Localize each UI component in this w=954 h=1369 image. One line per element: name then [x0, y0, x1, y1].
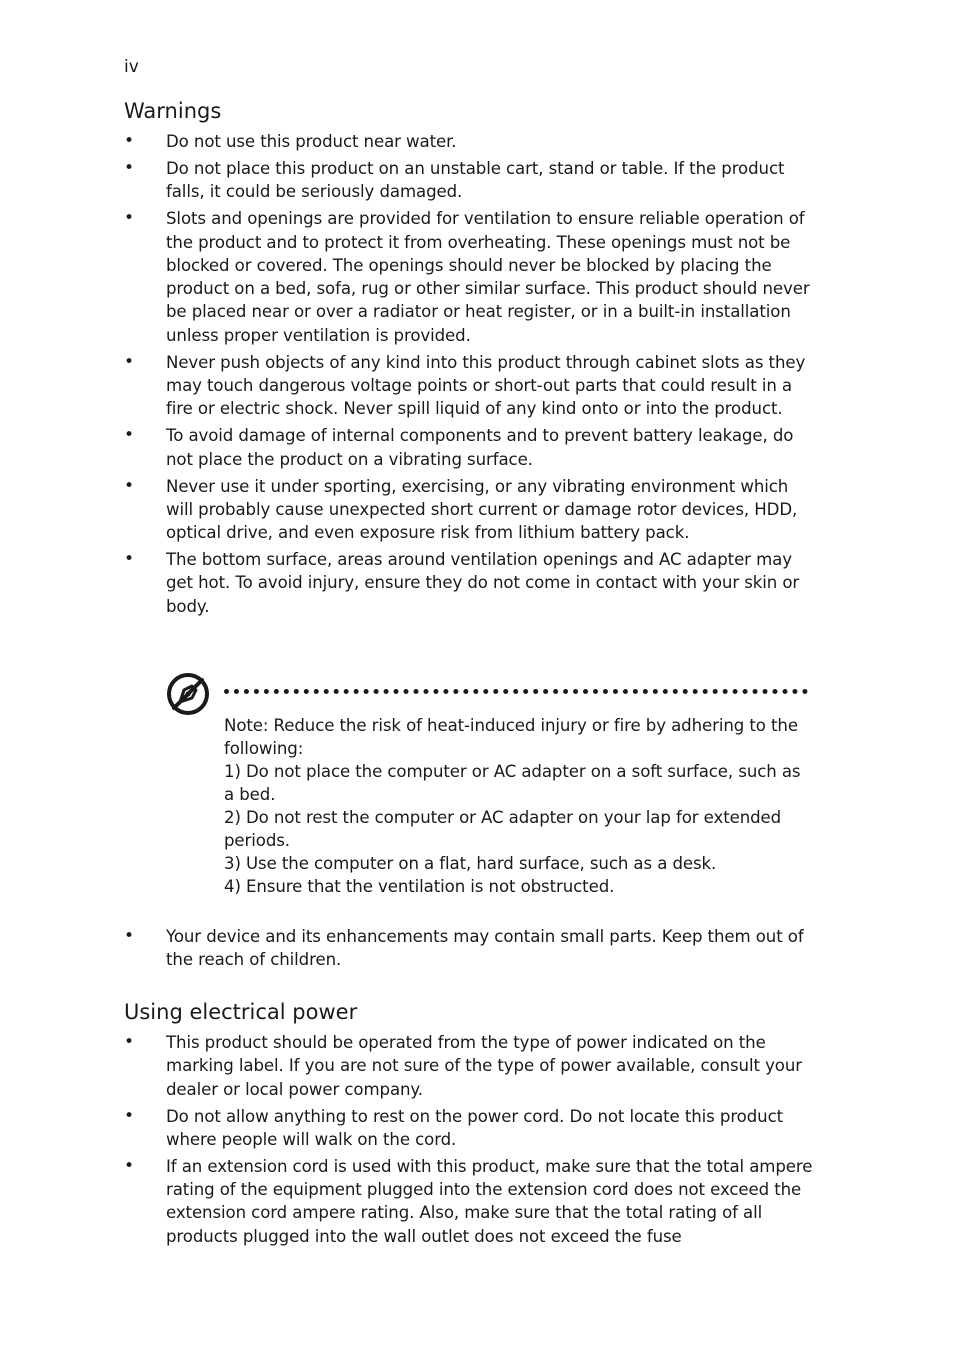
bullet-icon: •: [124, 1032, 134, 1052]
bullet-icon: •: [124, 425, 134, 446]
bullet-icon: •: [124, 1155, 134, 1176]
list-item-text: If an extension cord is used with this product, make sure that the total ampere rating of the equipment plugged into the extension cord does not exceed the extension cord ampere rating. Also, make sure that the total rating of all products plugged into the wall outlet does not exceed the fuse: [166, 1156, 813, 1246]
list-item: [124, 1105, 814, 1152]
bullet-icon: •: [124, 131, 134, 151]
electrical-heading: Using electrical power: [124, 1000, 358, 1024]
bullet-icon: •: [124, 157, 134, 178]
note-step: 1) Do not place the computer or AC adapter on a soft surface, such as a bed.: [224, 762, 801, 804]
list-item-text: To avoid damage of internal components and to prevent battery leakage, do not place the product on a vibrating surface.: [166, 426, 794, 469]
note-label: Note: [224, 716, 263, 735]
bullet-icon: •: [124, 926, 134, 946]
list-item: [124, 475, 814, 545]
page-number: iv: [124, 57, 139, 77]
list-item: [124, 424, 814, 471]
bullet-icon: •: [124, 208, 134, 229]
electrical-list: [124, 1031, 814, 1252]
list-item-text: Do not use this product near water.: [166, 132, 457, 151]
note-text: [224, 714, 814, 898]
bullet-icon: •: [124, 549, 134, 570]
note-intro-text: : Reduce the risk of heat-induced injury or fire by adhering to the following:: [224, 716, 798, 758]
list-item-text: Never push objects of any kind into this product through cabinet slots as they may touch dangerous voltage points or short-out parts that could result in a fire or electric shock. Never spill liquid of any kind onto or into the product.: [166, 352, 806, 419]
list-item: [124, 157, 814, 204]
note-step: 2) Do not rest the computer or AC adapter on your lap for extended periods.: [224, 808, 782, 850]
list-item: [124, 1031, 814, 1101]
note-icon: [166, 672, 210, 716]
list-item-text: Slots and openings are provided for ventilation to ensure reliable operation of the product and to protect it from overheating. These openings must not be blocked or covered. The openings should never be blocked by placing the product on a bed, sofa, rug or other similar surface. This product should never be placed near or over a radiator or heat register, or in a built-in installation unless proper ventilation is provided.: [166, 209, 810, 345]
list-item: [124, 130, 814, 153]
list-item: [124, 925, 814, 972]
list-item: [124, 1155, 814, 1248]
list-item-text: Do not place this product on an unstable cart, stand or table. If the product falls, it could be seriously damaged.: [166, 158, 785, 202]
bullet-icon: •: [124, 351, 134, 372]
note-divider: [224, 689, 808, 694]
list-item-text: Your device and its enhancements may contain small parts. Keep them out of the reach of children.: [166, 927, 804, 970]
note-intro: [224, 714, 814, 760]
bullet-icon: •: [124, 1105, 134, 1126]
warnings-list-continued: [124, 925, 814, 975]
note-step: 4) Ensure that the ventilation is not obstructed.: [224, 877, 615, 896]
note-step: 3) Use the computer on a flat, hard surface, such as a desk.: [224, 854, 717, 873]
list-item-text: Never use it under sporting, exercising, or any vibrating environment which will probably cause unexpected short current or damage rotor devices, HDD, optical drive, and even exposure risk from lithium battery pack.: [166, 476, 798, 543]
list-item: [124, 351, 814, 421]
warnings-heading: Warnings: [124, 99, 222, 123]
list-item-text: The bottom surface, areas around ventilation openings and AC adapter may get hot. To avoid injury, ensure they do not come in contact with your skin or body.: [166, 550, 800, 616]
bullet-icon: •: [124, 475, 134, 496]
list-item: [124, 207, 814, 347]
list-item: [124, 548, 814, 618]
warnings-list: [124, 130, 814, 622]
list-item-text: Do not allow anything to rest on the power cord. Do not locate this product where people will walk on the cord.: [166, 1106, 784, 1149]
list-item-text: This product should be operated from the type of power indicated on the marking label. If you are not sure of the type of power available, consult your dealer or local power company.: [166, 1033, 802, 1099]
